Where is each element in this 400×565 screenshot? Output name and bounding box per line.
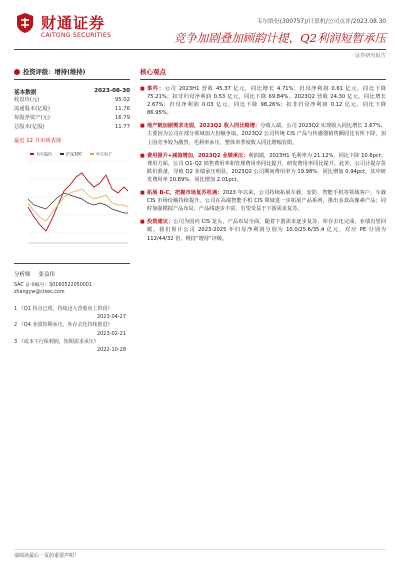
core-view-bullet — [140, 218, 386, 242]
rating-label: 投资评级：增持(维持) — [23, 69, 86, 76]
bullet-lead: 事件： — [147, 86, 165, 92]
core-view-bullet — [140, 85, 386, 117]
brand-logo — [14, 10, 124, 42]
analyst-email: zhangyw@ctsec.com — [14, 290, 65, 295]
related-report-item[interactable] — [14, 321, 130, 337]
related-report-item[interactable] — [14, 305, 130, 321]
bullet-lead: 费用提升+减值增加，2023Q2 业绩承压： — [147, 152, 249, 159]
key-data-label: 每股净资产(元) — [14, 115, 50, 121]
logo-text-en: CAITONG SECURITIES — [41, 32, 112, 39]
key-data-label: 收盘价(元) — [14, 97, 40, 103]
related-reports — [14, 305, 130, 354]
logo-text-cn: 财通证券 — [41, 14, 106, 32]
analyst-name: 张益伟 — [38, 272, 56, 278]
key-data-row — [14, 105, 130, 114]
analyst-label: 分析师 — [14, 272, 31, 278]
bullet-lead: 投资建议： — [147, 219, 174, 226]
legend-label: 沪深300 — [66, 151, 82, 157]
core-views-header — [140, 66, 386, 77]
core-view-bullet — [140, 152, 386, 184]
key-data-row — [14, 96, 130, 105]
related-report-date: 2023-04-27 — [96, 314, 126, 321]
analyst-divider — [14, 263, 130, 264]
report-header — [0, 0, 400, 58]
legend-label: 申万电子 — [96, 151, 112, 157]
key-data-header — [14, 88, 130, 96]
header-divider — [14, 49, 386, 50]
core-views-title: 核心观点 — [140, 68, 166, 76]
related-report-date: 2022-10-28 — [96, 347, 126, 354]
bullet-lead: 地产链加剧需求走弱，2023Q2 收入同比略增： — [147, 123, 261, 130]
left-column — [14, 66, 130, 354]
key-data-value: 11.77 — [114, 124, 130, 130]
analyst-line — [14, 270, 130, 278]
bullet-text: 2023 年以来，公司持续拓展车载、安防、智能手机等领域客户，车载 CIS 市场份额持续提升。公司在高端智能手机 CIS 领域进一步拓展产品系列，推出多款高像素产品；同时加强模拟产品布局，产品线逐步丰富，有望受益于下游需求复苏。 — [147, 190, 386, 213]
legend-swatch — [90, 153, 94, 155]
core-views-divider — [140, 79, 386, 80]
analyst-sac: SAC 证书编号：S0160522050001 — [14, 283, 92, 288]
footer-divider — [14, 549, 386, 550]
key-data-title: 基本数据 — [14, 90, 37, 96]
market-chart-title: 最近 12 月市场表现 — [14, 138, 62, 144]
key-data-value: 16.79 — [114, 115, 130, 121]
investment-rating — [14, 66, 130, 77]
key-data-row — [14, 114, 130, 123]
core-view-bullet — [140, 189, 386, 213]
key-data-value: 95.02 — [114, 97, 130, 103]
bullet-text: 分收入端，公司 2023Q2 实现收入同比增长 2.67%，主要因为公司在部分领域加大份额争取。2023Q2 公司传统 CIS 产品与传感器销售额同比有所下降，加上因竞争较为激烈，毛利率承压，整体单季度收入同比增幅有限。 — [147, 123, 387, 146]
key-data-value: 11.76 — [114, 106, 130, 112]
stock-meta-line: 韦尔股份(300757)/计算机/公司点评/2023.08.30 — [256, 19, 386, 25]
market-performance-chart — [14, 147, 130, 255]
legend-swatch — [30, 153, 34, 155]
rating-dot-icon — [14, 69, 20, 75]
key-data-label: 流通股本(亿股) — [14, 106, 50, 112]
report-title: 竞争加剧叠加顾韵计提，Q2利润短暂承压 — [173, 31, 386, 45]
footer-disclaimer: 请阅读最后一页的重要声明！ — [14, 553, 80, 559]
bullet-text: 公司为国内 CIS 龙头，产品布局全面，随着下游需求逐步复苏、库存去化完成，业绩有望回暖。我们预计公司 2023-2025 年归母净利润分别为 10.0/25.6/35.4 亿元，对应 PE 分别为 112/44/32 倍，维持“增持”评级。 — [147, 219, 386, 242]
bullet-text: 利润端，2023H1 毛利率为 21.12%，同比下降 10.6pct；费用方面，公司 Q1-Q2 销售费用率和管理费用率同比提升，研发费用率同比提升。此外，公司计提存货跌价准备，导致 Q2 业绩承压明显。2023Q2 公司期间费用率为 19.98%，同比增加 0.94pct，其中研发费用率 10.89%，同比增加 2.01pct。 — [147, 152, 386, 183]
related-report-title: 1 《Q1 拐点已现，持续迈入营收向上阶段》 — [14, 306, 113, 312]
bullet-text: 公司 2023H1 营收 45.37 亿元，同比增长 4.71%；归母净利润 0.61 亿元，同比下降 75.21%；扣非归母净利润 0.53 亿元，同比下降 69.84%。2023Q2 营收 24.30 亿元，同比增长 2.67%；归母净利润 0.03 亿元，同比下降 98.26%；扣非归母净利润 0.12 亿元，同比下降 86.95%。 — [147, 86, 386, 117]
legend-swatch — [60, 153, 64, 155]
logo-mark-icon — [14, 12, 36, 34]
legend-label: 韦尔股份 — [36, 151, 52, 157]
bullet-lead: 拓展 B-C，把握市场复苏机遇： — [147, 190, 223, 197]
rating-divider — [14, 79, 130, 80]
right-column — [140, 66, 386, 243]
related-report-title: 3 《成本下行保利润，短期需求承压》 — [14, 338, 99, 345]
key-data-date: 2023-08-30 — [94, 88, 130, 94]
core-view-bullet — [140, 122, 386, 146]
key-data-row — [14, 123, 130, 132]
related-report-item[interactable] — [14, 338, 130, 354]
related-report-title: 2 《Q4 业绩短期承压，库存去化持续推进》 — [14, 322, 113, 329]
report-type: 证券研究报告 — [354, 53, 386, 59]
related-report-date: 2023-02-21 — [96, 330, 126, 337]
key-data-label: 总股本(亿股) — [14, 124, 45, 130]
